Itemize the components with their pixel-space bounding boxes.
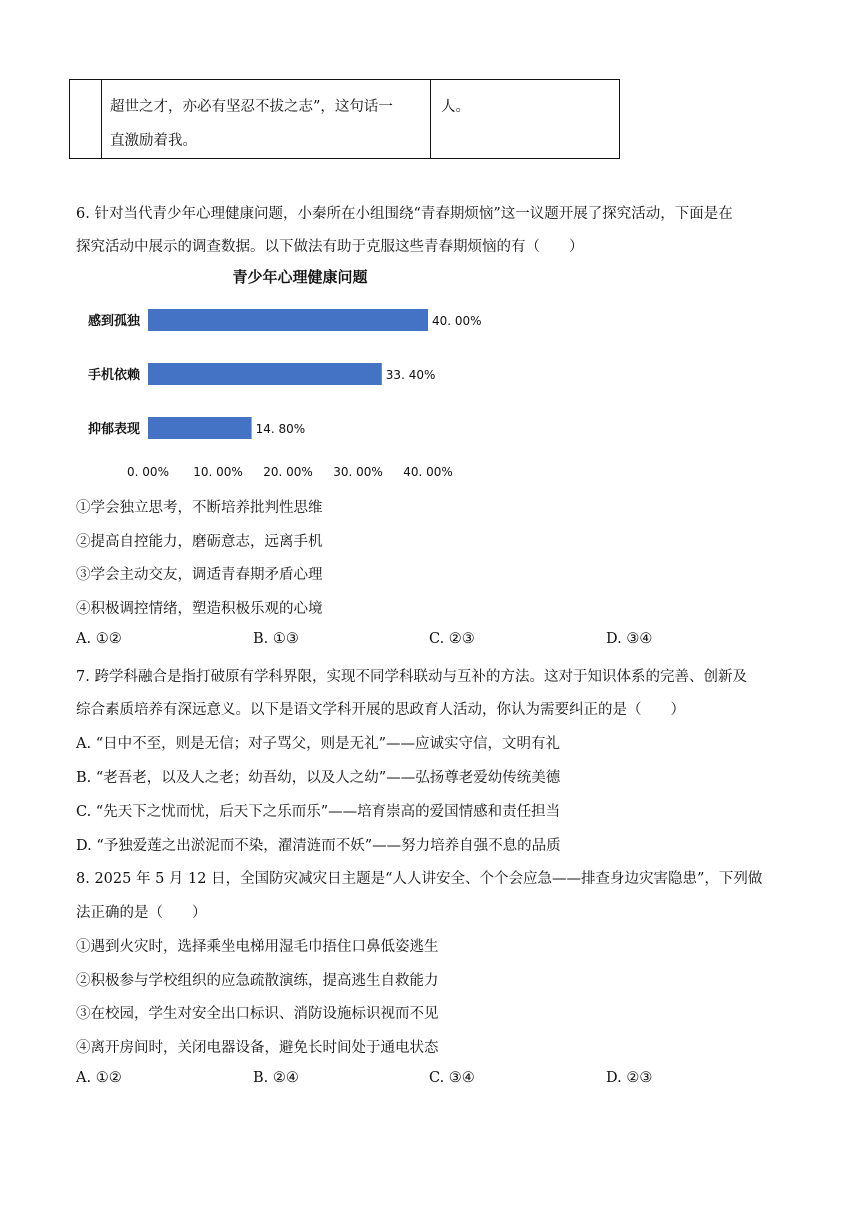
chart-x-tick-label: 40. 00% <box>403 465 453 479</box>
q6-option-b[interactable]: B. ①③ <box>253 631 299 647</box>
q7-stem-line: 7. 跨学科融合是指打破原有学科界限，实现不同学科联动与互补的方法。这对于知识体系的完善、创新及 <box>76 669 747 685</box>
q8-statement: ①遇到火灾时，选择乘坐电梯用湿毛巾捂住口鼻低姿逃生 <box>76 939 439 955</box>
q6-option-c[interactable]: C. ②③ <box>429 631 475 647</box>
q6-statement: ①学会独立思考，不断培养批判性思维 <box>76 500 323 516</box>
q7-option-c[interactable]: C. “先天下之忧而忧，后天下之乐而乐”——培育崇高的爱国情感和责任担当 <box>76 804 561 820</box>
chart-x-tick-label: 20. 00% <box>263 465 313 479</box>
chart-x-tick-label: 30. 00% <box>333 465 383 479</box>
q7-option-d[interactable]: D. “予独爱莲之出淤泥而不染，濯清涟而不妖”——努力培养自强不息的品质 <box>76 838 561 854</box>
q7-option-a[interactable]: A. “日中不至，则是无信；对子骂父，则是无礼”——应诚实守信，文明有礼 <box>76 736 561 752</box>
q6-option-d[interactable]: D. ③④ <box>606 631 653 647</box>
chart-title: 青少年心理健康问题 <box>232 268 368 286</box>
chart-category-label: 抑郁表现 <box>87 422 141 437</box>
table-cell-line: 超世之才，亦必有坚忍不拔之志”，这句话一 <box>110 99 393 115</box>
q8-option-c[interactable]: C. ③④ <box>429 1070 475 1086</box>
q8-statement: ③在校园，学生对安全出口标识、消防设施标识视而不见 <box>76 1006 439 1022</box>
table-cell-line: 直激励着我。 <box>110 133 197 149</box>
q8-statement: ④离开房间时，关闭电器设备，避免长时间处于通电状态 <box>76 1040 439 1056</box>
chart-value-label: 40. 00% <box>432 314 482 328</box>
q7-option-b[interactable]: B. “老吾老，以及人之老；幼吾幼，以及人之幼”——弘扬尊老爱幼传统美德 <box>76 770 561 786</box>
q6-statement: ③学会主动交友，调适青春期矛盾心理 <box>76 567 323 583</box>
q8-option-b[interactable]: B. ②④ <box>253 1070 299 1086</box>
table-fragment <box>69 79 620 159</box>
chart-x-tick-label: 10. 00% <box>193 465 243 479</box>
q8-stem-line: 法正确的是（ ） <box>76 905 207 921</box>
chart-bar <box>148 417 252 439</box>
chart-category-label: 手机依赖 <box>87 368 141 383</box>
chart-category-label: 感到孤独 <box>87 314 141 329</box>
chart-bar <box>148 363 382 385</box>
chart-x-tick-label: 0. 00% <box>127 465 169 479</box>
table-row <box>70 80 620 159</box>
q6-option-a[interactable]: A. ①② <box>76 631 122 647</box>
q6-statement: ④积极调控情绪，塑造积极乐观的心境 <box>76 601 323 617</box>
table-cell-index <box>70 80 102 159</box>
q7-stem-line: 综合素质培养有深远意义。以下是语文学科开展的思政育人活动，你认为需要纠正的是（ ） <box>76 702 685 718</box>
q8-stem-line: 8. 2025 年 5 月 12 日，全国防灾减灾日主题是“人人讲安全、个个会应急——排查身边灾害隐患”，下列做 <box>76 871 763 887</box>
q6-statement: ②提高自控能力，磨砺意志，远离手机 <box>76 534 323 550</box>
chart-bar <box>148 309 428 331</box>
bar-chart-svg <box>78 262 482 484</box>
bar-chart <box>78 262 482 484</box>
table-cell-text: 人。 <box>431 80 620 159</box>
chart-value-label: 33. 40% <box>385 368 436 382</box>
q8-option-a[interactable]: A. ①② <box>76 1070 122 1086</box>
q8-option-d[interactable]: D. ②③ <box>606 1070 653 1086</box>
chart-value-label: 14. 80% <box>255 422 306 436</box>
q6-stem-line: 探究活动中展示的调查数据。以下做法有助于克服这些青春期烦恼的有（ ） <box>76 239 584 255</box>
q6-stem-line: 6. 针对当代青少年心理健康问题，小秦所在小组围绕“青春期烦恼”这一议题开展了探究活动，下面是在 <box>76 206 733 222</box>
table-cell-text <box>102 80 431 159</box>
q8-statement: ②积极参与学校组织的应急疏散演练，提高逃生自救能力 <box>76 973 439 989</box>
